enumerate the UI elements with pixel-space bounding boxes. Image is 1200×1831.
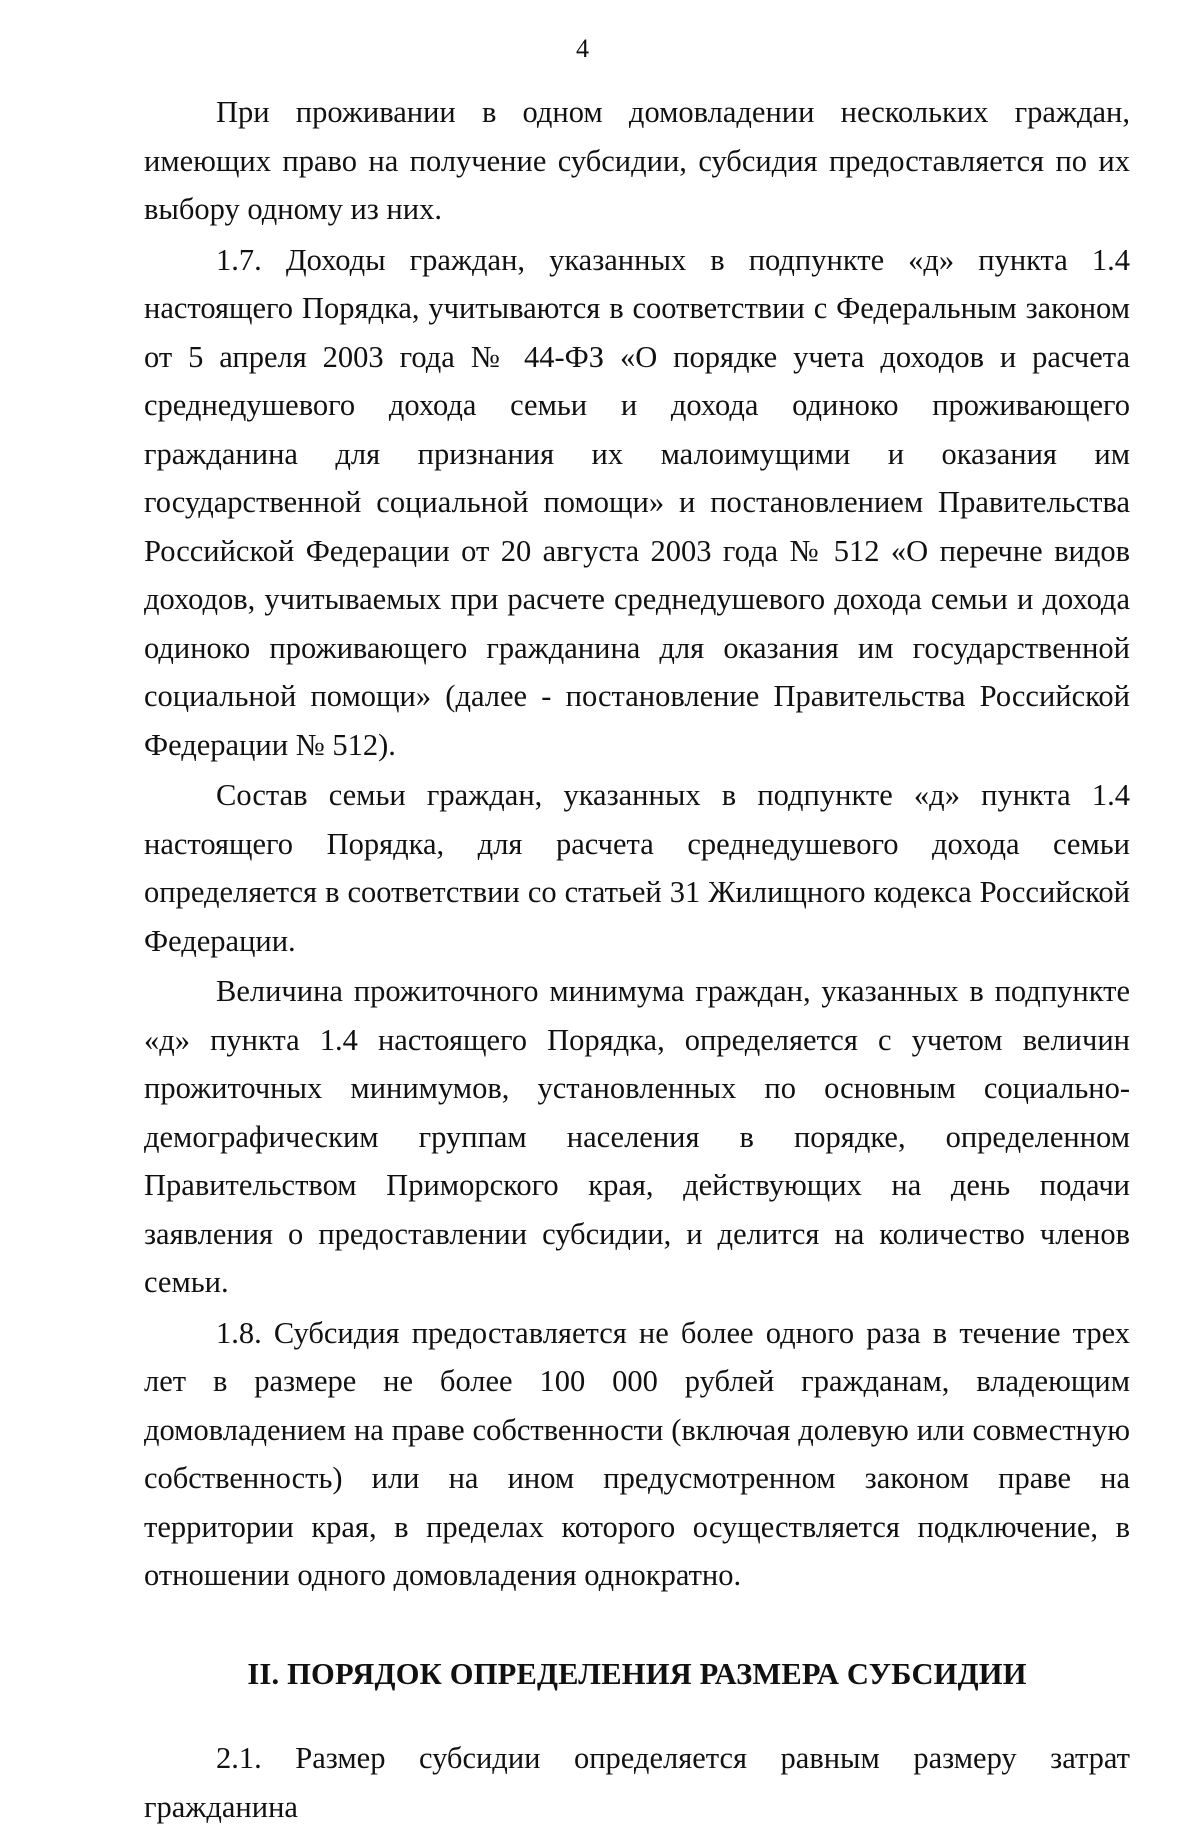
section-heading: II. ПОРЯДОК ОПРЕДЕЛЕНИЯ РАЗМЕРА СУБСИДИИ <box>247 1656 1027 1691</box>
paragraph-2-1-subsidy-size: 2.1. Размер субсидии определяется равным размеру затрат гражданина <box>144 1741 1130 1824</box>
document-body <box>144 88 1130 1831</box>
paragraph-1-7-income: 1.7. Доходы граждан, указанных в подпункте «д» пункта 1.4 настоящего Порядка, учитываются в соответствии с Федеральным законом от 5 апреля 2003 года № 44-ФЗ «О порядке учета доходов и расчета среднедушевого дохода семьи и дохода одиноко проживающего гражданина для признания их малоимущими и оказания им государственной социальной помощи» и постановлением Правительства Российской Федерации от 20 августа 2003 года № 512 «О перечне видов доходов, учитываемых при расчете среднедушевого дохода семьи и дохода одиноко проживающего гражданина для оказания им государственной социальной помощи» (далее - постановление Правительства Российской Федерации № 512). <box>144 242 1130 762</box>
page-number: 4 <box>576 34 589 63</box>
paragraph-family-composition: Состав семьи граждан, указанных в подпункте «д» пункта 1.4 настоящего Порядка, для расчета среднедушевого дохода семьи определяется в соответствии со статьей 31 Жилищного кодекса Российской Федерации. <box>144 778 1130 958</box>
paragraph-1-8-subsidy-limit: 1.8. Субсидия предоставляется не более одного раза в течение трех лет в размере не более 100 000 рублей гражданам, владеющим домовладением на праве собственности (включая долевую или совместную собственность) или на ином предусмотренном законом праве на территории края, в пределах которого осуществляется подключение, в отношении одного домовладения однократно. <box>144 1315 1130 1592</box>
paragraph-multiple-citizens: При проживании в одном домовладении нескольких граждан, имеющих право на получение субсидии, субсидия предоставляется по их выбору одному из них. <box>144 95 1130 226</box>
paragraph-subsistence-minimum: Величина прожиточного минимума граждан, указанных в подпункте «д» пункта 1.4 настоящего Порядка, определяется с учетом величин прожиточных минимумов, установленных по основным социально-демографическим группам населения в порядке, определенном Правительством Приморского края, действующих на день подачи заявления о предоставлении субсидии, и делится на количество членов семьи. <box>144 974 1130 1299</box>
